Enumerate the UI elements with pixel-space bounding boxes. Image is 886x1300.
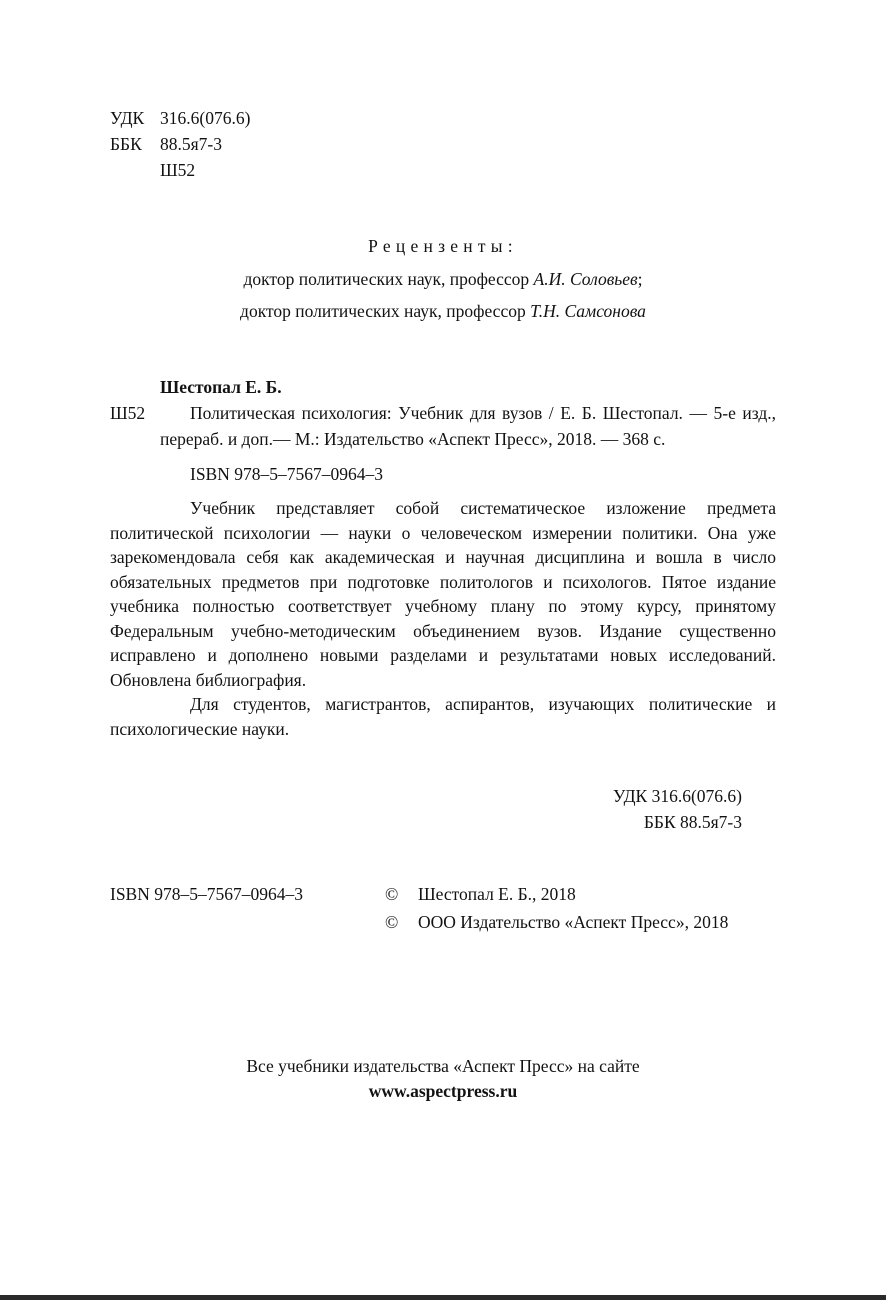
isbn-line: ISBN 978–5–7567–0964–3 bbox=[190, 464, 383, 484]
bbk-top-row bbox=[110, 131, 776, 157]
reviewer-line-2 bbox=[110, 298, 776, 324]
reviewer-2-title: доктор политических наук, профессор bbox=[240, 301, 531, 321]
bbk-value: 88.5я7-3 bbox=[160, 134, 223, 154]
catalog-description: Политическая психология: Учебник для вузов / Е. Б. Шестопал. — 5-е изд., перераб. и доп.— М.: Издательство «Аспект Пресс», 2018. — 368 с. bbox=[160, 403, 776, 449]
udk-label: УДК bbox=[110, 108, 145, 128]
copyright-line-2 bbox=[385, 908, 728, 936]
copyright-block bbox=[110, 880, 776, 936]
publisher-url: www.aspectpress.ru bbox=[368, 1081, 518, 1101]
reviewer-1-title: доктор политических наук, профессор bbox=[243, 269, 534, 289]
reviewers-block bbox=[110, 233, 776, 324]
reviewer-1-suffix: ; bbox=[637, 269, 643, 289]
isbn-bottom: ISBN 978–5–7567–0964–3 bbox=[110, 884, 303, 904]
reviewer-line-1 bbox=[110, 266, 776, 292]
catalog-entry bbox=[110, 400, 776, 452]
audience-paragraph: Для студентов, магистрантов, аспирантов, изучающих политические и психологические науки. bbox=[110, 694, 776, 739]
reviewers-heading: Рецензенты: bbox=[368, 236, 518, 256]
author-sign: Ш52 bbox=[160, 160, 196, 180]
udk-bottom: УДК 316.6(076.6) bbox=[612, 786, 742, 806]
udk-value: 316.6(076.6) bbox=[160, 108, 251, 128]
reviewer-2-name: Т.Н. Самсонова bbox=[530, 301, 646, 321]
classification-bottom-block bbox=[110, 783, 776, 835]
author-sign-row bbox=[110, 157, 776, 183]
bbk-bottom: ББК 88.5я7-3 bbox=[643, 812, 742, 832]
reviewer-1-name: А.И. Соловьев bbox=[533, 269, 638, 289]
catalog-card bbox=[110, 374, 776, 741]
copyright-line-1 bbox=[385, 880, 728, 908]
copyright-symbol-2: © bbox=[385, 912, 399, 932]
annotation-paragraph: Учебник представляет собой систематическое изложение предмета политической психологии — науки о человеческом измерении политики. Она уже зарекомендовала себя как академическая и научная дисциплина и вошла в число обязательных предметов при подготовке политологов и психологов. Пятое издание учебника полностью соответствует учебному плану по этому курсу, принятому Федеральным учебно-методическим объединением вузов. Издание существенно исправлено и дополнено новыми разделами и результатами новых исследований. Обновлена библиография. bbox=[110, 498, 776, 690]
classification-top-block bbox=[110, 105, 776, 183]
copyright-text-1: Шестопал Е. Б., 2018 bbox=[418, 884, 576, 904]
publisher-footer bbox=[110, 1054, 776, 1104]
udk-top-row bbox=[110, 105, 776, 131]
catalog-code: Ш52 bbox=[110, 403, 146, 423]
bbk-label: ББК bbox=[110, 134, 142, 154]
copyright-symbol-1: © bbox=[385, 884, 399, 904]
author-name: Шестопал Е. Б. bbox=[160, 377, 282, 397]
copyright-text-2: ООО Издательство «Аспект Пресс», 2018 bbox=[418, 912, 729, 932]
footer-text: Все учебники издательства «Аспект Пресс» на сайте bbox=[246, 1056, 640, 1076]
copyright-column bbox=[385, 880, 728, 936]
